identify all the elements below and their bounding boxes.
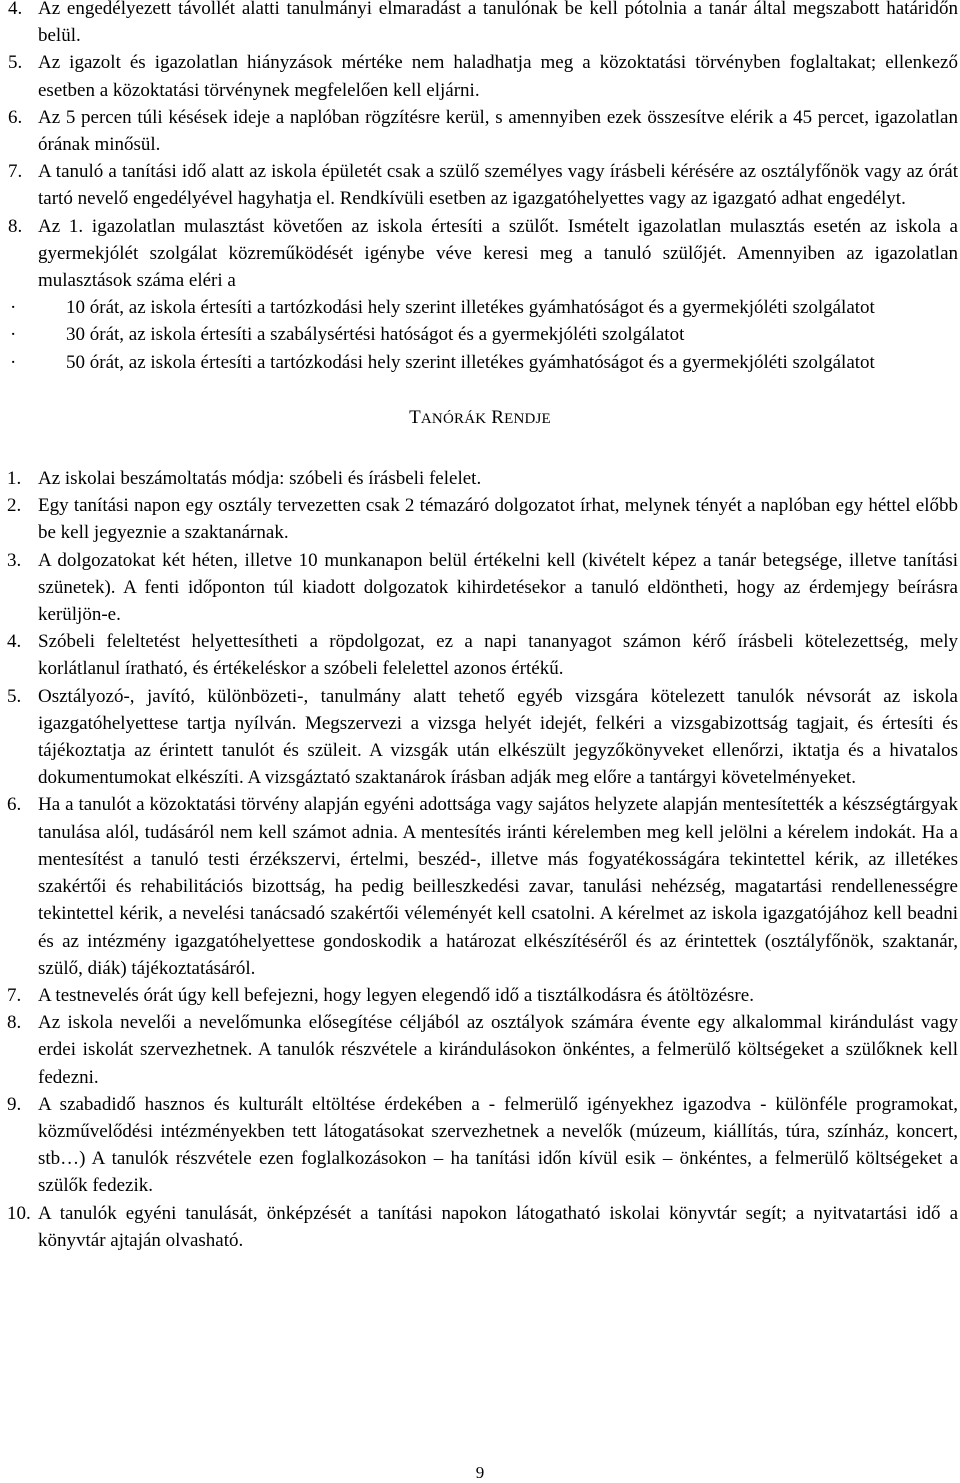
item-number: 6. <box>8 106 23 128</box>
bullet-marker: · <box>10 297 17 319</box>
page-number: 9 <box>475 1463 485 1482</box>
item-text: Egy tanítási napon egy osztály tervezetten csak 2 témazáró dolgozatot írhat, melynek tényét a naplóban egy héttel előbb be kell jegyeznie a szaktanárnak. <box>38 495 958 544</box>
list-item <box>0 683 960 792</box>
item-number: 10. <box>7 1202 31 1224</box>
list-item <box>0 547 960 629</box>
list-item <box>0 982 960 1009</box>
item-number: 1. <box>7 468 22 490</box>
item-text: Az iskolai beszámoltatás módja: szóbeli és írásbeli felelet. <box>38 468 482 490</box>
item-text: Az 1. igazolatlan mulasztást követően az iskola értesíti a szülőt. Ismételt igazolatlan mulasztás esetén az iskola a gyermekjólét szolgálat közreműködését igénybe véve keresi meg a tanuló szülőjét. Amennyiben az igazolatlan mulasztások száma eléri a <box>38 215 958 292</box>
list-item <box>0 213 960 295</box>
list-item <box>0 1009 960 1091</box>
item-number: 2. <box>7 495 22 517</box>
list-item <box>0 628 960 682</box>
item-text: A szabadidő hasznos és kulturált eltöltése érdekében a - felmerülő igényekhez igazodva - különféle programokat, közművelődési intézményekben tett látogatásokat szervezhetnek a nevelők (múzeum, kiállítás, túra, színház, koncert, stb…) A tanulók részvétele ezen foglalkozásokon – ha tanítási időn kívül esik – önkéntes, a felmerülő költségeket a szülők fedezik. <box>38 1093 958 1197</box>
item-text: Az engedélyezett távollét alatti tanulmányi elmaradást a tanulónak be kell pótolnia a tanár által megszabott határidőn belül. <box>38 0 958 47</box>
item-number: 7. <box>7 984 22 1006</box>
bullet-marker: · <box>10 351 17 373</box>
lesson-rules-list <box>0 465 960 1254</box>
list-item <box>0 49 960 103</box>
list-item <box>0 492 960 546</box>
item-number: 8. <box>7 1012 22 1034</box>
item-text: A dolgozatokat két héten, illetve 10 munkanapon belül értékelni kell (kivételt képez a tanár betegsége, illetve tanítási szünetek). A fenti időponton túl kiadott dolgozatok kihirdetésekor a tanuló eldöntheti, hogy az érdemjegy beírásra kerüljön-e. <box>38 549 958 626</box>
item-text: Szóbeli feleltetést helyettesítheti a röpdolgozat, ez a napi tananyagot számon kérő írásbeli kötelezettség, mely korlátlanul íratható, és értékeléskor a szóbeli felelettel azonos értékű. <box>38 631 958 680</box>
absence-threshold-list <box>0 294 960 376</box>
item-text: Az 5 percen túli késések ideje a naplóban rögzítésre kerül, s amennyiben ezek összesítve elérik a 45 percet, igazolatlan órának minősül. <box>38 106 958 156</box>
item-text: A tanulók egyéni tanulását, önképzését a tanítási napokon látogatható iskolai könyvtár segít; a nyitvatartási idő a könyvtár ajtaján olvasható. <box>38 1202 958 1251</box>
list-item <box>0 0 960 49</box>
list-item <box>0 791 960 981</box>
bullet-text: 50 órát, az iskola értesíti a tartózkodási hely szerint illetékes gyámhatóságot és a gyermekjóléti szolgálatot <box>66 351 875 373</box>
item-text: Az iskola nevelői a nevelőmunka elősegítése céljából az osztályok számára évente egy alkalommal kirándulást vagy erdei iskolát szervezhetnek. A tanulók részvétele a kirándulásokon önkéntes, a felmerülő költségeket a szülőknek kell fedezni. <box>38 1012 958 1088</box>
item-number: 7. <box>8 161 23 183</box>
bullet-marker: · <box>10 324 17 346</box>
bullet-text: 30 órát, az iskola értesíti a szabálysértési hatóságot és a gyermekjóléti szolgálatot <box>66 324 685 346</box>
item-number: 4. <box>7 631 22 653</box>
bullet-item <box>0 349 960 376</box>
item-number: 3. <box>7 549 22 571</box>
list-item <box>0 1200 960 1254</box>
item-text: A testnevelés órát úgy kell befejezni, hogy legyen elegendő idő a tisztálkodásra és átöltözésre. <box>38 984 754 1006</box>
list-item <box>0 465 960 492</box>
list-item <box>0 104 960 158</box>
item-number: 9. <box>7 1093 22 1115</box>
item-number: 4. <box>8 0 23 19</box>
list-item <box>0 1091 960 1200</box>
item-text: A tanuló a tanítási idő alatt az iskola épületét csak a szülő személyes vagy írásbeli kérésére az osztályfőnök vagy az órát tartó nevelő engedélyével hagyhatja el. Rendkívüli esetben az igazgatóhelyettes vagy az igazgató adhat engedélyt. <box>38 161 958 210</box>
attendance-rules-list <box>0 0 960 294</box>
item-number: 6. <box>7 794 22 816</box>
bullet-text: 10 órát, az iskola értesíti a tartózkodási hely szerint illetékes gyámhatóságot és a gyermekjóléti szolgálatot <box>66 297 875 319</box>
item-text: Az igazolt és igazolatlan hiányzások mértéke nem haladhatja meg a közoktatási törvényben foglaltakat; ellenkező esetben a közoktatási törvénynek megfelelően kell eljárni. <box>38 52 958 101</box>
item-text: Ha a tanulót a közoktatási törvény alapján egyéni adottsága vagy sajátos helyzete alapján mentesítették a készségtárgyak tanulása alól, tudásáról nem kell számot adnia. A mentesítés iránti kérelemben meg kell jelölni a kérelem indokát. Ha a mentesítést a tanuló testi érzékszervi, értelmi, beszéd-, illetve más fogyatékosságára tekintettel kérik, az illetékes szakértői és rehabilitációs bizottság, ha pedig beilleszkedési zavar, tanulási nehézség, magatartási rendellenességre tekintettel kérik, a nevelési tanácsadó szakértői véleményét kell csatolni. A kérelmet az iskola igazgatójához kell beadni és az intézmény igazgatóhelyettese gondoskodik a határozat elkészítéséről és az érintettek (osztályfőnök, szaktanár, szülő, diák) tájékoztatásáról. <box>38 794 958 979</box>
list-item <box>0 158 960 212</box>
item-number: 5. <box>8 52 23 74</box>
item-text: Osztályozó-, javító, különbözeti-, tanulmány alatt tehető egyéb vizsgára kötelezett tanulók névsorát az iskola igazgatóhelyettese tartja nyílván. Megszervezi a vizsga helyét idejét, felkéri a vizsgabizottság tagjait, és értesíti és tájékoztatja az érintett tanulót és szüleit. A vizsgák után elkészült jegyzőkönyveket ellenőrzi, iktatja és a hivatalos dokumentumokat elkészíti. A vizsgáztató szaktanárok írásban adják meg előre a tantárgyi követelményeket. <box>38 685 958 789</box>
item-number: 8. <box>8 215 23 237</box>
bullet-item <box>0 294 960 321</box>
item-number: 5. <box>7 685 22 707</box>
bullet-item <box>0 321 960 348</box>
section-heading: TANÓRÁK RENDJE <box>409 406 551 428</box>
